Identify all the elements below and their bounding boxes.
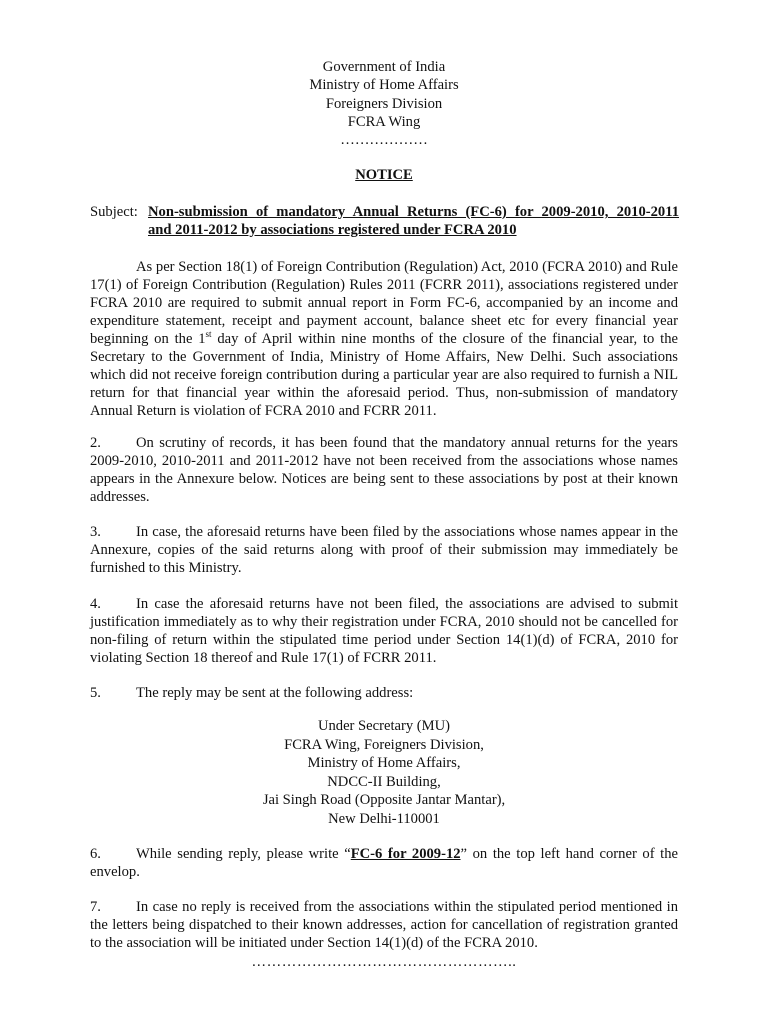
paragraph-4 <box>90 595 678 667</box>
paragraph-3 <box>90 523 678 577</box>
address-line-4: NDCC-II Building, <box>327 773 441 790</box>
paragraph-2-number: 2. <box>90 435 101 451</box>
paragraph-6-text-b: ” on the top left hand corner of the envelop. <box>90 846 679 880</box>
paragraph-3-number: 3. <box>90 524 101 540</box>
paragraph-6-number: 6. <box>90 846 101 862</box>
paragraph-4-text: In case the aforesaid returns have not been filed, the associations are advised to submit justification immediately as to why their registration under FCRA, 2010 should not be cancelled for non-filing of return within the stipulated time period under Section 14(1)(d) of FCRA, 2010 for violating Section 18 thereof and Rule 17(1) of FCRR 2011. <box>90 596 678 666</box>
header-wing: FCRA Wing <box>347 113 421 130</box>
header-separator: ……………… <box>340 132 428 149</box>
paragraph-6 <box>90 845 678 881</box>
header-government: Government of India <box>322 59 446 75</box>
paragraph-1 <box>90 258 678 420</box>
paragraph-7-number: 7. <box>90 899 101 915</box>
paragraph-5 <box>90 684 678 702</box>
address-line-3: Ministry of Home Affairs, <box>307 755 461 772</box>
subject-line-2: and 2011-2012 by associations registered under FCRA 2010 <box>148 222 517 238</box>
header-division: Foreigners Division <box>325 95 443 112</box>
paragraph-1-text-b: day of April within nine months of the closure of the financial year, to the Secretary to the Government of India, Ministry of Home Affairs, New Delhi. Such associations which did not receive foreign contribution during a particular year are also required to furnish a NIL return for that financial year within the aforesaid period. Thus, non-submission of mandatory Annual Return is violation of FCRA 2010 and FCRR 2011. <box>90 331 678 419</box>
subject-line-1: Non-submission of mandatory Annual Returns (FC-6) for 2009-2010, 2010-2011 <box>148 204 679 220</box>
paragraph-7-text: In case no reply is received from the associations within the stipulated period mentioned in the letters being dispatched to their known addresses, action for cancellation of registration granted to the association will be initiated under Section 14(1)(d) of the FCRA 2010. <box>90 899 678 951</box>
paragraph-1-text-a: As per Section 18(1) of Foreign Contribution (Regulation) Act, 2010 (FCRA 2010) and Rule 17(1) of Foreign Contribution (Regulation) Rules 2011 (FCRR 2011), associations registered under FCRA 2010 are required to submit annual report in Form FC-6, accompanied by an income and expenditure statement, receipt and payment account, balance sheet etc for every financial year beginning on the 1 <box>90 259 678 347</box>
paragraph-7 <box>90 898 678 952</box>
document-header <box>0 58 768 149</box>
paragraph-2-text: On scrutiny of records, it has been found that the mandatory annual returns for the years 2009-2010, 2010-2011 and 2011-2012 have not been received from the associations whose names appears in the Annexure below. Notices are being sent to these associations by post at their known addresses. <box>90 435 678 505</box>
address-line-5: Jai Singh Road (Opposite Jantar Mantar), <box>262 792 506 809</box>
address-line-6: New Delhi-110001 <box>328 810 440 827</box>
paragraph-5-text: The reply may be sent at the following address: <box>136 685 414 701</box>
paragraph-5-number: 5. <box>90 685 101 701</box>
paragraph-6-text-a: While sending reply, please write “ <box>136 846 351 862</box>
address-line-2: FCRA Wing, Foreigners Division, <box>284 736 484 753</box>
address-line-1: Under Secretary (MU) <box>317 718 451 734</box>
reply-address <box>0 717 768 829</box>
paragraph-4-number: 4. <box>90 596 101 612</box>
paragraph-6-highlight: FC-6 for 2009-12 <box>350 846 461 862</box>
paragraph-3-text: In case, the aforesaid returns have been filed by the associations whose names appear in the Annexure, copies of the said returns along with proof of their submission may immediately be furnished to this Ministry. <box>90 524 678 576</box>
notice-title: NOTICE <box>355 167 413 183</box>
subject-label: Subject: <box>90 204 138 220</box>
end-separator: …………………………………………….. <box>251 954 517 970</box>
paragraph-1-superscript: st <box>205 329 212 340</box>
header-ministry: Ministry of Home Affairs <box>309 77 459 94</box>
paragraph-2 <box>90 434 678 506</box>
